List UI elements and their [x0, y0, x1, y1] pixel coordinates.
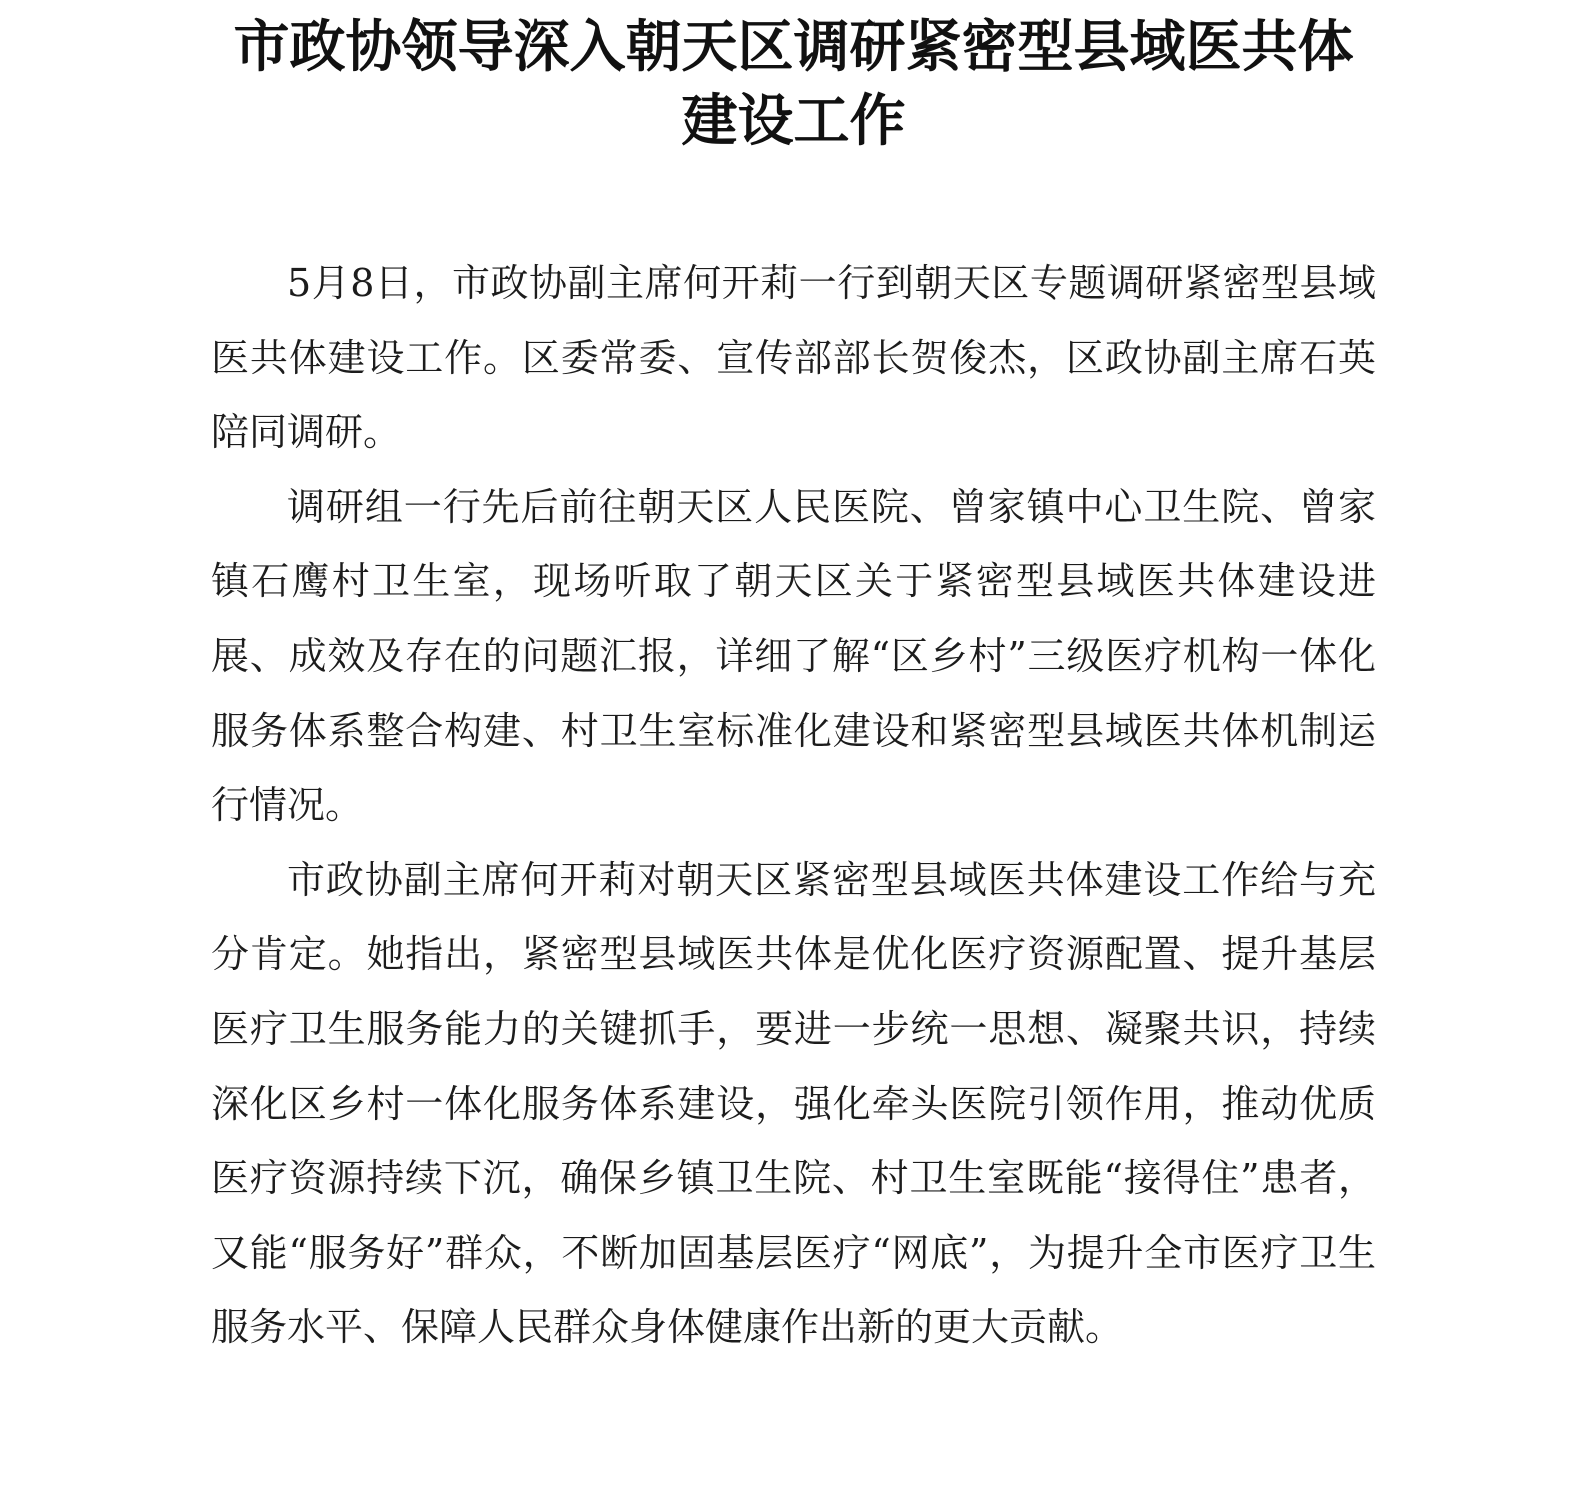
article-body	[211, 246, 1376, 1365]
paragraph-2: 调研组一行先后前往朝天区人民医院、曾家镇中心卫生院、曾家镇石鹰村卫生室，现场听取了朝天区关于紧密型县域医共体建设进展、成效及存在的问题汇报，详细了解“区乡村”三级医疗机构一体化服务体系整合构建、村卫生室标准化建设和紧密型县域医共体机制运行情况。	[211, 484, 1376, 828]
paragraph-1: 5月8日，市政协副主席何开莉一行到朝天区专题调研紧密型县域医共体建设工作。区委常委、宣传部部长贺俊杰，区政协副主席石英陪同调研。	[211, 261, 1376, 455]
paragraph-3: 市政协副主席何开莉对朝天区紧密型县域医共体建设工作给与充分肯定。她指出，紧密型县域医共体是优化医疗资源配置、提升基层医疗卫生服务能力的关键抓手，要进一步统一思想、凝聚共识，持续深化区乡村一体化服务体系建设，强化牵头医院引领作用，推动优质医疗资源持续下沉，确保乡镇卫生院、村卫生室既能“接得住”患者，又能“服务好”群众，不断加固基层医疗“网底”，为提升全市医疗卫生服务水平、保障人民群众身体健康作出新的更大贡献。	[211, 857, 1376, 1350]
article-title: 市政协领导深入朝天区调研紧密型县域医共体建设工作	[233, 14, 1354, 154]
article	[211, 10, 1376, 1365]
